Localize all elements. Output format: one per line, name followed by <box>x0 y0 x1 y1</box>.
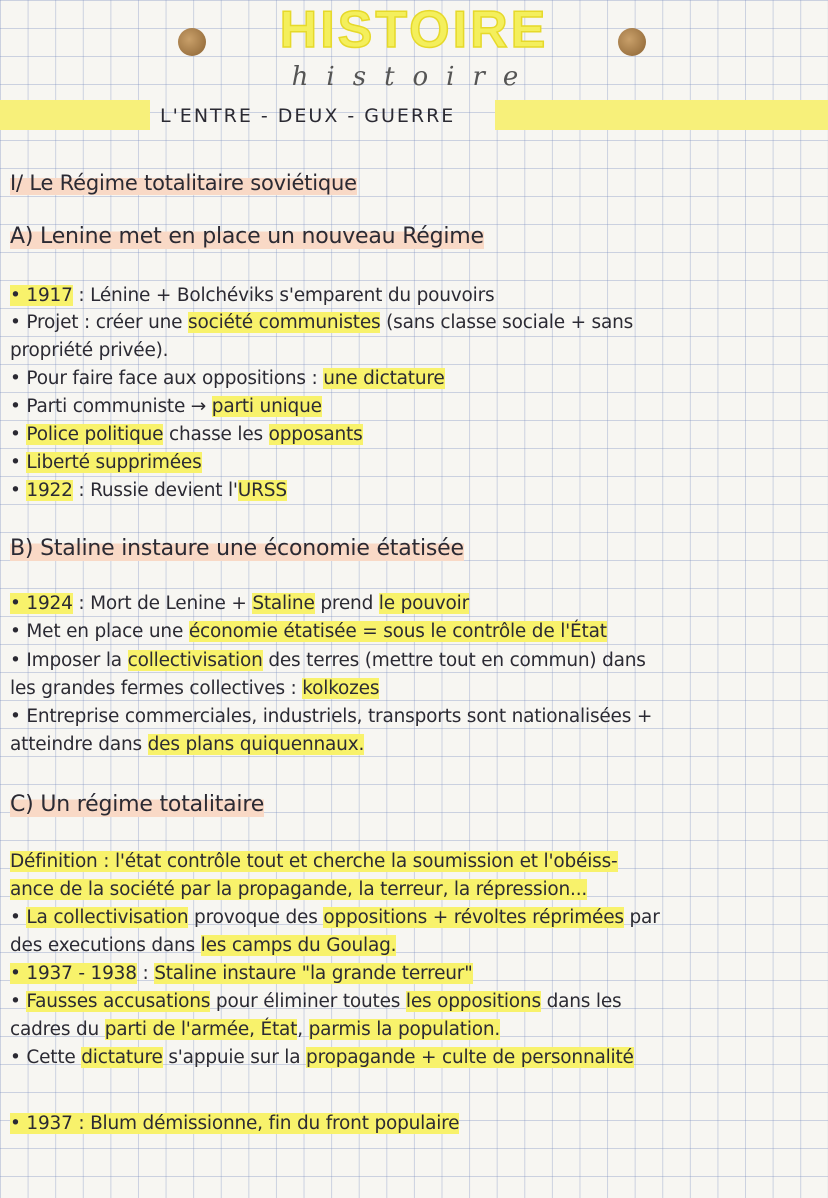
highlighted-text: B) Staline instaure une économie étatisée <box>10 536 464 561</box>
note-text: • Pour faire face aux oppositions : <box>10 368 324 389</box>
note-line <box>10 906 660 930</box>
note-text: : Lénine + Bolchéviks s'emparent du pouvoirs <box>72 285 495 306</box>
highlighted-text: les oppositions <box>405 991 541 1012</box>
note-text: • <box>10 991 27 1012</box>
note-text: • Parti communiste → <box>10 396 212 417</box>
note-line <box>10 850 618 874</box>
highlighted-text: I/ Le Régime totalitaire soviétique <box>10 171 357 195</box>
note-text: propriété privée). <box>10 340 169 361</box>
note-text: • <box>10 424 27 445</box>
highlighted-text: dictature <box>81 1047 163 1068</box>
highlighted-text: Définition : l'état contrôle tout et cherche la soumission et l'obéiss- <box>10 851 618 872</box>
highlighted-text: parti unique <box>211 396 322 417</box>
highlighted-text: Staline <box>252 593 315 614</box>
note-line <box>10 479 287 503</box>
highlighted-text: le pouvoir <box>378 593 469 614</box>
note-text: • Imposer la <box>10 650 128 671</box>
highlighted-text: collectivisation <box>127 650 263 671</box>
note-line <box>10 367 445 391</box>
note-line <box>10 592 469 616</box>
note-text: dans les <box>540 991 622 1012</box>
note-line <box>10 339 168 363</box>
note-line <box>10 1112 459 1136</box>
highlight-band-right <box>495 100 828 130</box>
highlighted-text: oppositions + révoltes réprimées <box>323 907 624 928</box>
highlighted-text: les camps du Goulag. <box>200 935 397 956</box>
chapter-title: L'ENTRE - DEUX - GUERRE <box>160 105 456 127</box>
note-line <box>10 962 473 986</box>
note-line <box>10 990 621 1014</box>
note-text: par <box>623 907 660 928</box>
note-text: • Cette <box>10 1047 82 1068</box>
section-heading <box>10 536 464 562</box>
note-text: : Russie devient l' <box>72 480 238 501</box>
note-text: , <box>297 1019 309 1040</box>
note-line <box>10 733 364 757</box>
note-line <box>10 934 396 958</box>
highlighted-text: • 1924 <box>10 593 73 614</box>
note-text: • Entreprise commerciales, industriels, transports sont nationalisées + <box>10 706 653 727</box>
note-line <box>10 395 322 419</box>
highlighted-text: • 1937 - 1938 <box>10 963 137 984</box>
note-text: (sans classe sociale + sans <box>380 312 634 333</box>
highlighted-text: parti de l'armée, État <box>104 1019 298 1040</box>
note-text: prend <box>314 593 379 614</box>
highlighted-text: Liberté supprimées <box>26 452 202 473</box>
note-line <box>10 451 202 475</box>
highlighted-text: opposants <box>268 424 363 445</box>
highlighted-text: ance de la société par la propagande, la terreur, la répression... <box>10 879 588 900</box>
note-text: • <box>10 452 27 473</box>
highlighted-text: économie étatisée = sous le contrôle de l'État <box>188 621 607 642</box>
note-text: cadres du <box>10 1019 105 1040</box>
note-text: s'appuie sur la <box>162 1047 307 1068</box>
highlighted-text: A) Lenine met en place un nouveau Régime <box>10 224 484 249</box>
note-text: • <box>10 907 27 928</box>
highlight-band-left <box>0 100 150 130</box>
highlighted-text: URSS <box>237 480 287 501</box>
note-text: les grandes fermes collectives : <box>10 678 303 699</box>
note-text: chasse les <box>163 424 269 445</box>
note-text: des terres (mettre tout en commun) dans <box>262 650 646 671</box>
note-text: atteindre dans <box>10 734 148 755</box>
highlighted-text: Fausses accusations <box>26 991 211 1012</box>
note-text: • Projet : créer une <box>10 312 189 333</box>
note-text: provoque des <box>188 907 324 928</box>
highlighted-text: Staline instaure "la grande terreur" <box>154 963 473 984</box>
highlighted-text: Police politique <box>26 424 164 445</box>
note-line <box>10 878 587 902</box>
highlighted-text: kolkozes <box>302 678 380 699</box>
highlighted-text: société communistes <box>188 312 381 333</box>
note-line <box>10 620 607 644</box>
note-line <box>10 677 379 701</box>
highlighted-text: • 1917 <box>10 285 73 306</box>
note-text: : Mort de Lenine + <box>72 593 253 614</box>
highlighted-text: • 1937 : Blum démissionne, fin du front populaire <box>10 1113 460 1134</box>
section-heading <box>10 170 357 196</box>
highlighted-text: 1922 <box>26 480 73 501</box>
highlighted-text: une dictature <box>323 368 445 389</box>
highlighted-text: propagande + culte de personnalité <box>306 1047 634 1068</box>
note-line <box>10 311 633 335</box>
section-heading <box>10 224 484 250</box>
highlighted-text: La collectivisation <box>26 907 189 928</box>
note-text: • Met en place une <box>10 621 189 642</box>
highlighted-text: C) Un régime totalitaire <box>10 792 265 817</box>
note-text: des executions dans <box>10 935 201 956</box>
note-text: • <box>10 480 27 501</box>
highlighted-text: parmis la population. <box>308 1019 501 1040</box>
note-line <box>10 705 652 729</box>
page-subtitle: histoire <box>291 62 537 92</box>
highlighted-text: des plans quiquennaux. <box>147 734 365 755</box>
note-text: pour éliminer toutes <box>210 991 406 1012</box>
note-line <box>10 284 494 308</box>
page-title: HISTOIRE <box>279 1 549 59</box>
note-line <box>10 423 363 447</box>
note-line <box>10 649 646 673</box>
note-line <box>10 1046 634 1070</box>
note-text: : <box>136 963 155 984</box>
section-heading <box>10 792 264 818</box>
note-line <box>10 1018 500 1042</box>
